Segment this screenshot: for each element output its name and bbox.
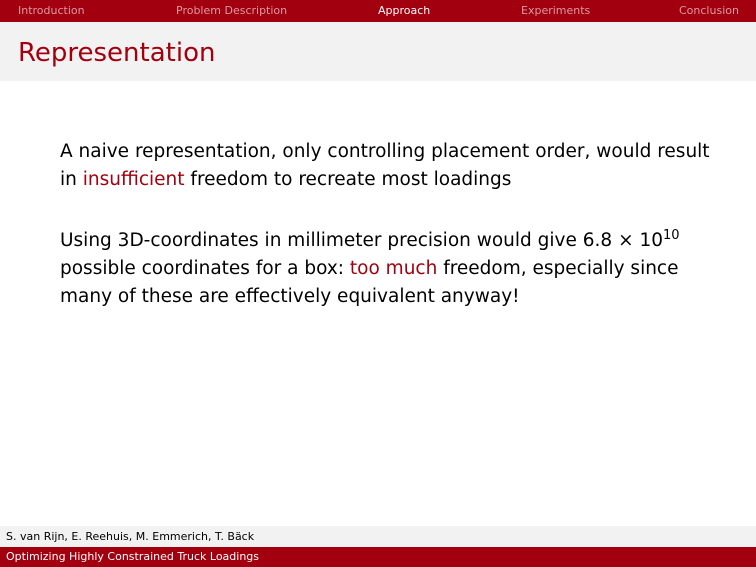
section-navigation-bar bbox=[0, 0, 756, 22]
nav-item-conclusion[interactable]: Conclusion bbox=[679, 4, 739, 17]
exponent: 10 bbox=[663, 228, 680, 243]
footer-title-band bbox=[0, 547, 756, 567]
slide-title: Representation bbox=[18, 38, 216, 68]
paragraph-text: freedom, especially since many of these are effectively equivalent anyway! bbox=[60, 258, 679, 308]
nav-item-experiments[interactable]: Experiments bbox=[521, 4, 591, 17]
footer-authors: S. van Rijn, E. Reehuis, M. Emmerich, T. Bäck bbox=[6, 530, 255, 543]
highlight-too-much: too much bbox=[349, 258, 438, 280]
nav-item-approach[interactable]: Approach bbox=[378, 4, 431, 17]
footer-authors-band bbox=[0, 526, 756, 547]
slide-title-band bbox=[0, 22, 756, 81]
paragraph-naive-representation bbox=[60, 138, 710, 194]
highlight-insufficient: insufficient bbox=[82, 169, 185, 190]
paragraph-3d-coordinates bbox=[60, 222, 710, 311]
nav-item-problem-description[interactable]: Problem Description bbox=[176, 4, 288, 17]
nav-item-introduction[interactable]: Introduction bbox=[18, 4, 85, 17]
paragraph-text: freedom to recreate most loadings bbox=[184, 169, 512, 190]
paragraph-text: possible coordinates for a box: bbox=[60, 258, 350, 280]
footer-talk-title: Optimizing Highly Constrained Truck Loadings bbox=[6, 550, 260, 563]
paragraph-text: A naive representation, only controlling placement order, would result in bbox=[60, 141, 710, 190]
slide-content bbox=[60, 138, 710, 339]
paragraph-text: Using 3D-coordinates in millimeter precision would give 6.8 × 10 bbox=[60, 230, 663, 252]
